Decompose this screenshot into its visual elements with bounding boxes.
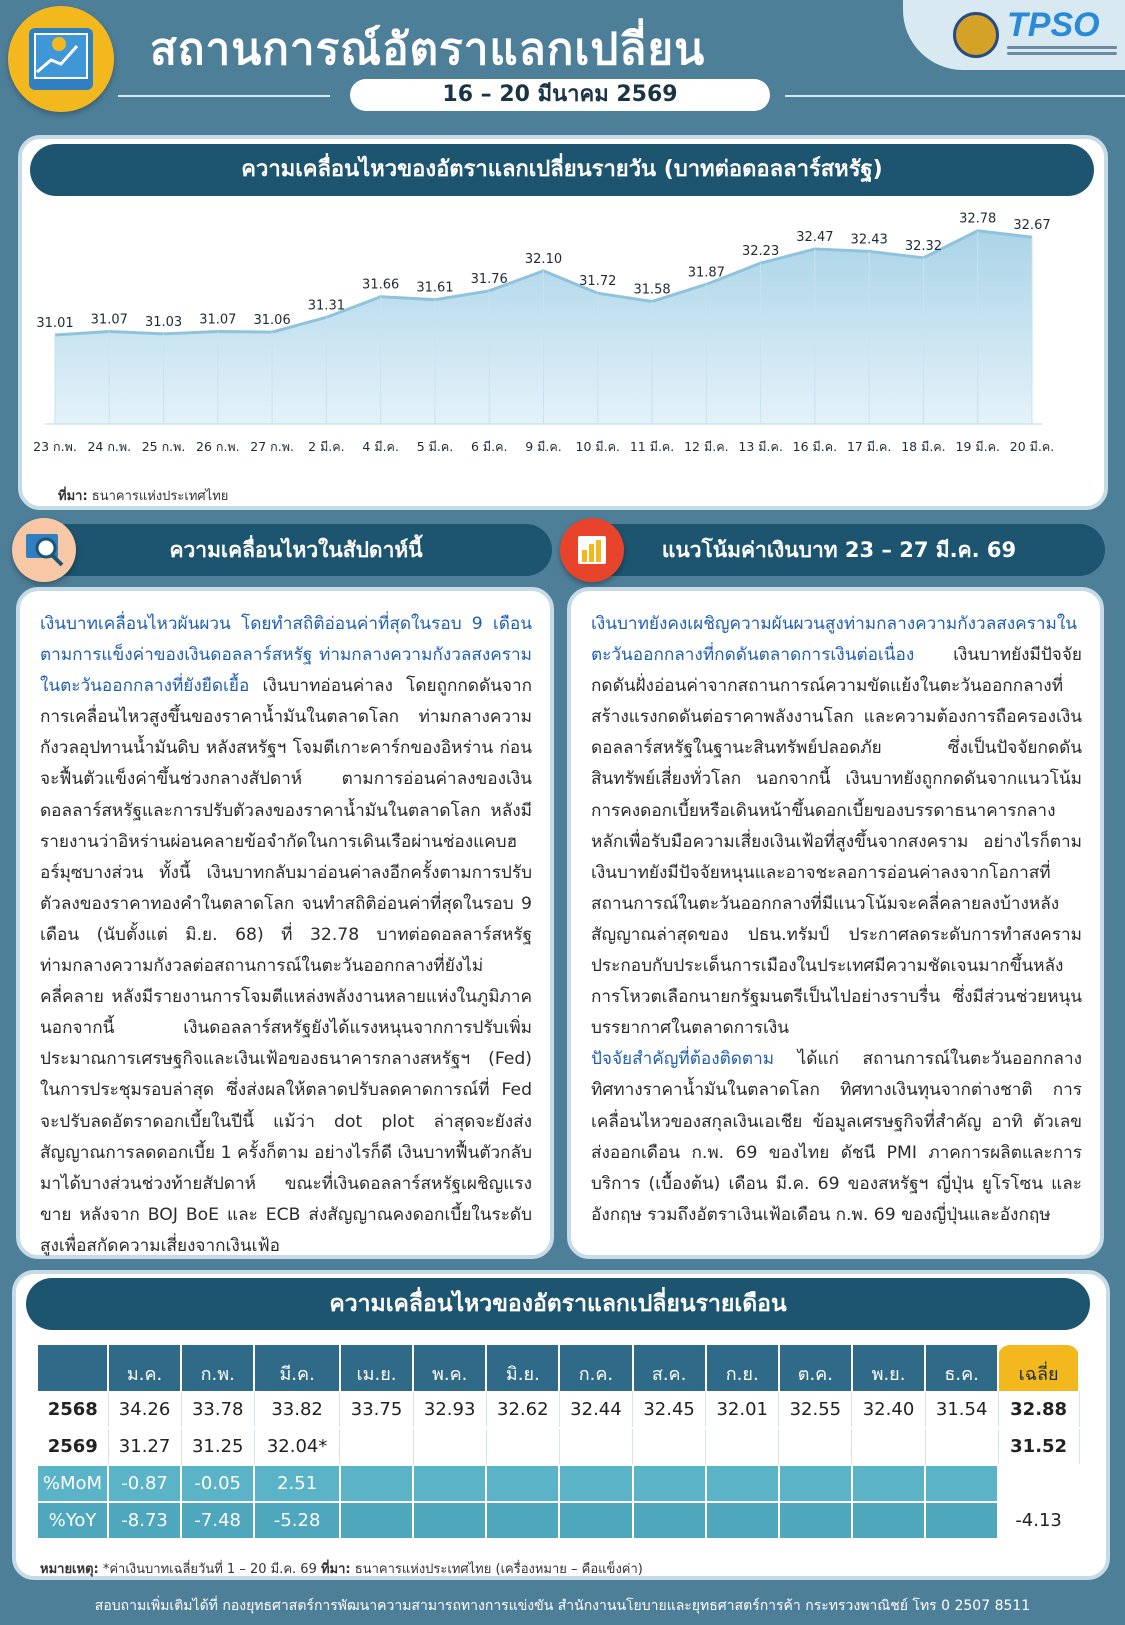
header-average: เฉลี่ย [998, 1345, 1079, 1391]
outlook-body: เงินบาทยังมีปัจจัยกดดันฝั่งอ่อนค่าจากสถานการณ์ความขัดแย้งในตะวันออกกลางที่สร้างแรงกดดันต่อราคาพลังงานโลก และความต้องการถือครองเงินดอลลาร์สหรัฐในฐานะสินทรัพย์ปลอดภัย ซึ่งเป็นปัจจัยกดดันสินทรัพย์เสี่ยงทั่วโลก นอกจากนี้ เงินบาทยังถูกกดดันจากแนวโน้มการคงดอกเบี้ยหรือเดินหน้าขึ้นดอกเบี้ยของบรรดาธนาคารกลางหลักเพื่อรับมือความเสี่ยงเงินเฟ้อที่สูงขึ้นจากสงคราม อย่างไรก็ตาม เงินบาทยังมีปัจจัยหนุนและอาจชะลอการอ่อนค่าลงจากโอกาสที่สถานการณ์ในตะวันออกกลางที่มีแนวโน้มจะคลี่คลายลงบ้างหลังสัญญาณล่าสุดของ ปธน.ทรัมป์ ประกาศลดระดับการทำสงคราม ประกอบกับประเด็นการเมืองในประเทศมีความชัดเจนมากขึ้นหลังการโหวตเลือกนายกรัฐมนตรีเป็นไปอย่างราบรื่น ซึ่งมีส่วนช่วยหนุนบรรยากาศในตลาดการเงิน [591, 645, 1082, 1039]
divider-right [785, 95, 1125, 97]
table-cell: -0.05 [181, 1465, 254, 1502]
header-month: ธ.ค. [925, 1345, 998, 1391]
daily-source-text: ธนาคารแห่งประเทศไทย [91, 489, 229, 504]
table-cell: 32.93 [413, 1391, 486, 1428]
table-cell: -5.28 [254, 1502, 340, 1539]
table-cell [779, 1502, 852, 1539]
monthly-exchange-rate-table [38, 1345, 1080, 1540]
data-label: 32.43 [850, 232, 888, 248]
data-label: 31.31 [307, 298, 345, 314]
weekly-body: เงินบาทอ่อนค่าลง โดยถูกกดดันจากการเคลื่อนไหวสูงขึ้นของราคาน้ำมันในตลาดโลก ท่ามกลางความกังวลอุปทานน้ำมันดิบ หลังสหรัฐฯ โจมตีเกาะคาร์กของอิหร่าน ก่อนจะฟื้นตัวแข็งค่าขึ้นช่วงกลางสัปดาห์ ตามการอ่อนค่าลงของเงินดอลลาร์สหรัฐและการปรับตัวลงของราคาน้ำมันในตลาดโลก หลังมีรายงานว่าอิหร่านผ่อนคลายข้อจำกัดในการเดินเรือผ่านช่องแคบฮอร์มุซบางส่วน ทั้งนี้ เงินบาทกลับมาอ่อนค่าลงอีกครั้งตามการปรับตัวลงของราคาทองคำในตลาดโลก จนทำสถิติอ่อนค่าที่สุดในรอบ 9 เดือน (นับตั้งแต่ มิ.ย. 68) ที่ 32.78 บาทต่อดอลลาร์สหรัฐ ท่ามกลางความกังวลต่อสถานการณ์ในตะวันออกกลางที่ยังไม่คลี่คลาย หลังมีรายงานการโจมตีแหล่งพลังงานหลายแห่งในภูมิภาค นอกจากนี้ เงินดอลลาร์สหรัฐยังได้แรงหนุนจากการปรับเพิ่มประมาณการเศรษฐกิจและเงินเฟ้อของธนาคารกลางสหรัฐฯ (Fed) ในการประชุมรอบล่าสุด ซึ่งส่งผลให้ตลาดปรับลดคาดการณ์ที่ Fed จะปรับลดอัตราดอกเบี้ยในปีนี้ แม้ว่า dot plot ล่าสุดจะยังส่งสัญญาณการลดดอกเบี้ย 1 ครั้งก็ตาม อย่างไรก็ดี เงินบาทฟื้นตัวกลับมาได้บางส่วนช่วงท้ายสัปดาห์ ขณะที่เงินดอลลาร์สหรัฐเผชิญแรงขาย หลังจาก BOJ BoE และ ECB ส่งสัญญาณคงดอกเบี้ยในระดับสูงเพื่อสกัดความเสี่ยงจากเงินเฟ้อ [40, 676, 532, 1256]
x-tick-label: 19 มี.ค. [955, 439, 1000, 454]
table-source-text: ธนาคารแห่งประเทศไทย (เครื่องหมาย – คือแข็งค่า) [354, 1562, 643, 1577]
chart-logo-icon [8, 6, 114, 112]
page-title: สถานการณ์อัตราแลกเปลี่ยน [150, 24, 706, 75]
x-tick-label: 17 มี.ค. [846, 439, 892, 454]
table-cell [852, 1465, 925, 1502]
data-label: 31.87 [687, 265, 725, 281]
table-row [38, 1428, 1079, 1465]
tpso-logo: TPSO [1007, 6, 1100, 44]
org-logo-area [903, 0, 1125, 70]
x-tick-label: 25 ก.พ. [141, 439, 186, 454]
baht-outlook-panel [567, 587, 1104, 1259]
table-cell: 32.40 [852, 1391, 925, 1428]
data-label: 32.67 [1013, 218, 1051, 234]
table-cell [633, 1428, 706, 1465]
table-cell: 31.25 [181, 1428, 254, 1465]
table-cell: 32.45 [633, 1391, 706, 1428]
table-row [38, 1391, 1079, 1428]
x-tick-label: 2 มี.ค. [308, 439, 345, 454]
data-label: 32.78 [959, 211, 997, 227]
x-tick-label: 11 มี.ค. [629, 439, 675, 454]
header-month: มิ.ย. [486, 1345, 559, 1391]
table-cell: 31.54 [925, 1391, 998, 1428]
data-label: 31.07 [199, 312, 237, 328]
weekly-highlight: เงินบาทเคลื่อนไหวผันผวน โดยทำสถิติอ่อนค่าที่สุดในรอบ 9 เดือน ตามการแข็งค่าของเงินดอลลาร์สหรัฐ ท่ามกลางความกังวลสงครามในตะวันออกกลางที่ยังยืดเยื้อ [40, 614, 532, 697]
x-tick-label: 26 ก.พ. [196, 439, 240, 454]
daily-chart-title: ความเคลื่อนไหวของอัตราแลกเปลี่ยนรายวัน (บาทต่อดอลลาร์สหรัฐ) [30, 144, 1094, 196]
table-cell [340, 1465, 413, 1502]
row-header: %YoY [38, 1502, 108, 1539]
table-cell [413, 1465, 486, 1502]
data-label: 31.61 [416, 280, 454, 296]
data-label: 31.58 [633, 282, 671, 298]
table-cell [925, 1428, 998, 1465]
table-cell: 33.78 [181, 1391, 254, 1428]
monthly-table-title: ความเคลื่อนไหวของอัตราแลกเปลี่ยนรายเดือน [26, 1278, 1090, 1330]
weekly-paragraph [40, 609, 532, 1262]
table-cell: -7.48 [181, 1502, 254, 1539]
header-month: พ.ค. [413, 1345, 486, 1391]
data-label: 31.07 [90, 312, 128, 328]
x-tick-label: 10 มี.ค. [575, 439, 620, 454]
x-tick-label: 18 มี.ค. [901, 439, 946, 454]
table-cell [559, 1465, 632, 1502]
table-note [40, 1558, 643, 1579]
x-tick-label: 12 มี.ค. [684, 439, 729, 454]
data-label: 31.76 [470, 271, 508, 287]
tpso-subtitle-lines [1007, 46, 1117, 56]
table-cell [706, 1428, 779, 1465]
table-cell [413, 1502, 486, 1539]
table-cell [633, 1465, 706, 1502]
note-text: *ค่าเงินบาทเฉลี่ยวันที่ 1 – 20 มี.ค. 69 [102, 1562, 317, 1577]
table-cell: 2.51 [254, 1465, 340, 1502]
daily-exchange-rate-chart [30, 196, 1094, 506]
data-label: 31.66 [362, 277, 400, 293]
table-cell [486, 1502, 559, 1539]
header-month: ส.ค. [633, 1345, 706, 1391]
table-cell: -0.87 [108, 1465, 181, 1502]
data-label: 32.47 [796, 230, 834, 246]
table-cell [925, 1465, 998, 1502]
x-tick-label: 6 มี.ค. [470, 439, 508, 454]
table-cell [779, 1428, 852, 1465]
header-month: ม.ค. [108, 1345, 181, 1391]
outlook-paragraph [591, 609, 1082, 1231]
header-month: ต.ค. [779, 1345, 852, 1391]
table-cell: 32.55 [779, 1391, 852, 1428]
table-cell [340, 1502, 413, 1539]
weekly-movement-panel [16, 587, 554, 1259]
average-cell: -4.13 [998, 1502, 1079, 1539]
table-cell [559, 1428, 632, 1465]
divider-left [118, 95, 330, 97]
table-cell [633, 1502, 706, 1539]
average-cell: 32.88 [998, 1391, 1079, 1428]
data-label: 32.23 [742, 244, 780, 260]
daily-source-label: ที่มา: [58, 489, 88, 504]
table-cell [925, 1502, 998, 1539]
header-month: มี.ค. [254, 1345, 340, 1391]
table-cell: -8.73 [108, 1502, 181, 1539]
table-cell: 32.04* [254, 1428, 340, 1465]
table-cell [486, 1428, 559, 1465]
table-cell: 31.27 [108, 1428, 181, 1465]
data-label: 31.06 [253, 313, 291, 329]
ministry-seal-icon [953, 12, 999, 58]
table-cell [486, 1465, 559, 1502]
table-row [38, 1465, 1079, 1502]
table-cell [852, 1428, 925, 1465]
header-month: ก.ย. [706, 1345, 779, 1391]
x-tick-label: 16 มี.ค. [792, 439, 838, 454]
data-label: 32.32 [904, 238, 943, 254]
table-cell [852, 1502, 925, 1539]
x-tick-label: 23 ก.พ. [33, 439, 77, 454]
daily-source [58, 485, 228, 506]
average-cell: 31.52 [998, 1428, 1079, 1465]
table-row [38, 1502, 1079, 1539]
table-header-row [38, 1345, 1079, 1391]
contact-footer: สอบถามเพิ่มเติมได้ที่ กองยุทธศาสตร์การพัฒนาความสามารถทางการแข่งขัน สำนักงานนโยบายและยุทธศาสตร์การค้า กระทรวงพาณิชย์ โทร 0 2507 8511 [94, 1598, 1031, 1614]
note-label: หมายเหตุ: [40, 1562, 99, 1577]
average-cell [998, 1465, 1079, 1502]
x-tick-label: 9 มี.ค. [525, 439, 562, 454]
x-tick-label: 13 มี.ค. [738, 439, 783, 454]
table-source-label: ที่มา: [320, 1562, 351, 1577]
data-label: 31.03 [144, 314, 183, 330]
table-cell [706, 1465, 779, 1502]
table-cell: 33.82 [254, 1391, 340, 1428]
header-month: ก.ค. [559, 1345, 632, 1391]
bar-chart-icon [560, 518, 624, 582]
outlook-key-factors-label: ปัจจัยสำคัญที่ต้องติดตาม [591, 1049, 775, 1070]
table-cell [340, 1428, 413, 1465]
table-cell: 32.01 [706, 1391, 779, 1428]
table-cell: 34.26 [108, 1391, 181, 1428]
table-cell [413, 1428, 486, 1465]
table-cell [706, 1502, 779, 1539]
date-range: 16 – 20 มีนาคม 2569 [350, 79, 770, 111]
weekly-section-title: ความเคลื่อนไหวในสัปดาห์นี้ [40, 524, 552, 576]
x-tick-label: 5 มี.ค. [416, 439, 454, 454]
header-month: พ.ย. [852, 1345, 925, 1391]
header-month: ก.พ. [181, 1345, 254, 1391]
x-tick-label: 24 ก.พ. [87, 439, 132, 454]
x-tick-label: 27 ก.พ. [250, 439, 294, 454]
x-tick-label: 4 มี.ค. [362, 439, 399, 454]
table-cell: 33.75 [340, 1391, 413, 1428]
table-cell: 32.62 [486, 1391, 559, 1428]
table-cell [779, 1465, 852, 1502]
data-label: 31.72 [579, 274, 617, 290]
header-corner [38, 1345, 108, 1391]
outlook-key-factors: ได้แก่ สถานการณ์ในตะวันออกกลาง ทิศทางราคาน้ำมันในตลาดโลก ทิศทางเงินทุนจากต่างชาติ การเคลื่อนไหวของสกุลเงินเอเชีย ข้อมูลเศรษฐกิจที่สำคัญ อาทิ ตัวเลขส่งออกเดือน ก.พ. 69 ของไทย ดัชนี PMI ภาคการผลิตและการบริการ (เบื้องต้น) เดือน มี.ค. 69 ของสหรัฐฯ ญี่ปุ่น ยูโรโซน และอังกฤษ รวมถึงอัตราเงินเฟ้อเดือน ก.พ. 69 ของญี่ปุ่นและอังกฤษ [591, 1049, 1082, 1225]
row-header: %MoM [38, 1465, 108, 1502]
magnifier-analysis-icon [12, 518, 76, 582]
row-header: 2569 [38, 1428, 108, 1465]
outlook-highlight: เงินบาทยังคงเผชิญความผันผวนสูงท่ามกลางความกังวลสงครามในตะวันออกกลางที่กดดันตลาดการเงินต่อเนื่อง [591, 614, 1077, 666]
row-header: 2568 [38, 1391, 108, 1428]
x-tick-label: 20 มี.ค. [1009, 439, 1055, 454]
table-cell: 32.44 [559, 1391, 632, 1428]
outlook-section-title: แนวโน้มค่าเงินบาท 23 – 27 มี.ค. 69 [573, 524, 1105, 576]
data-label: 31.01 [36, 316, 74, 332]
table-cell [559, 1502, 632, 1539]
data-label: 32.10 [524, 251, 563, 267]
header-month: เม.ย. [340, 1345, 413, 1391]
